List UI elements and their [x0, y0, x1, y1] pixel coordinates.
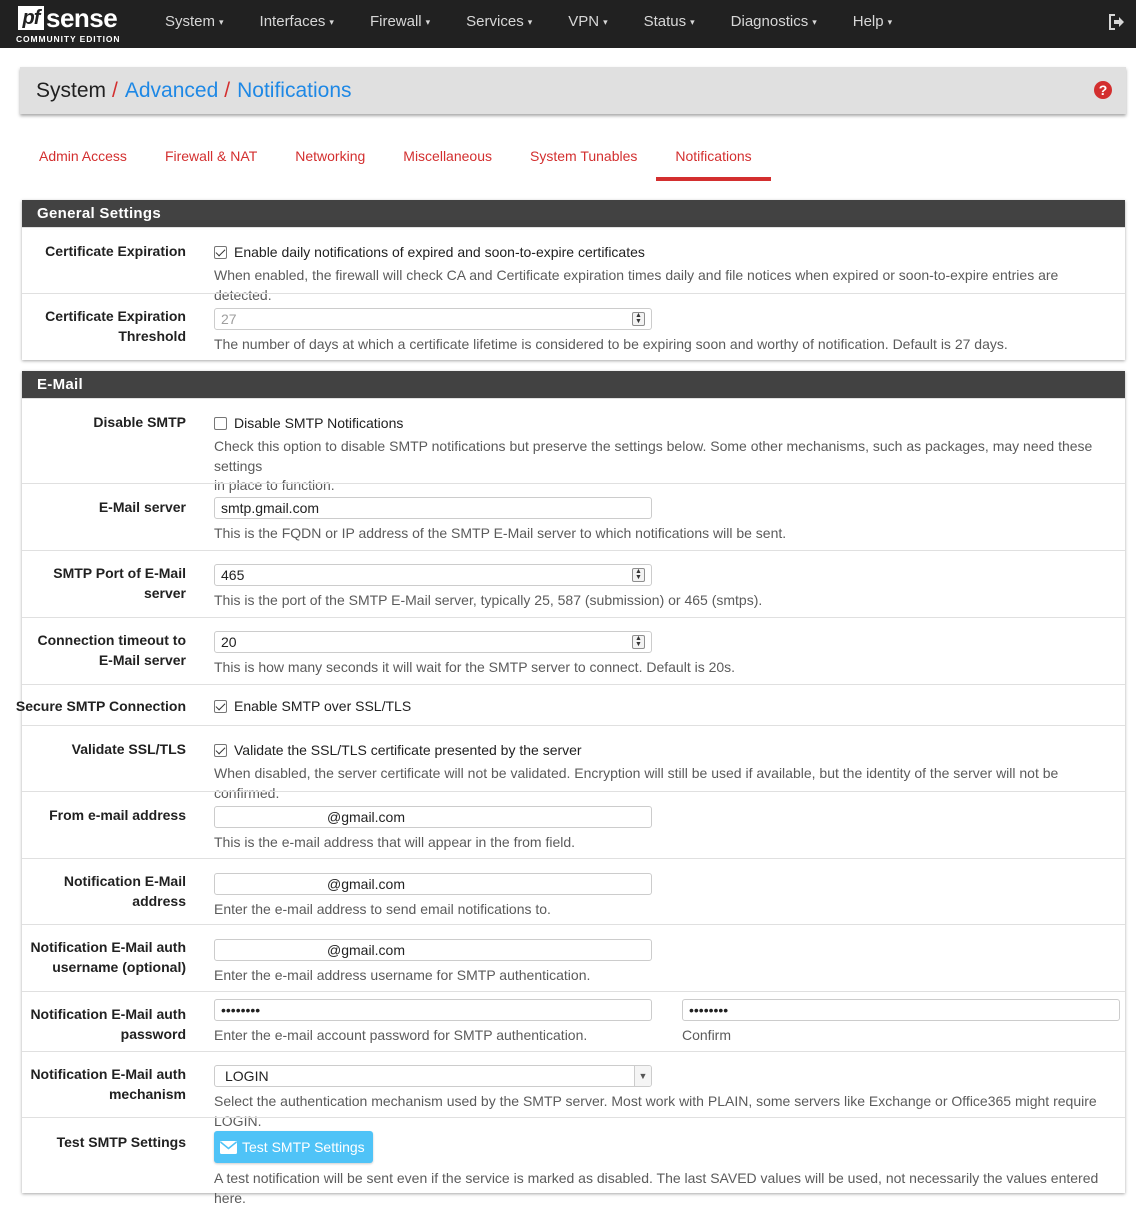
field-label: E-Mail server: [98, 499, 186, 515]
input-value: ••••••••: [689, 1002, 729, 1018]
field-label: Test SMTP Settings: [56, 1134, 186, 1150]
menu-label: Help: [852, 13, 884, 30]
field-label: [30, 1005, 186, 1044]
help-line: in place to function.: [214, 477, 335, 493]
caret-down-icon: ▾: [527, 17, 533, 27]
button-label: Test SMTP Settings: [242, 1139, 365, 1155]
row-certificate-expiration: [22, 227, 1125, 303]
label-line: address: [132, 892, 186, 909]
from-email-input[interactable]: [214, 806, 652, 828]
main-menu: [147, 0, 910, 48]
label-line: server: [143, 584, 186, 601]
help-text: This is how many seconds it will wait for the SMTP server to connect. Default is 20s.: [214, 659, 736, 675]
logout-icon[interactable]: [1108, 13, 1126, 31]
row-auth-password: [22, 991, 1125, 1051]
menu-label: Diagnostics: [730, 13, 809, 30]
menu-status[interactable]: [626, 0, 713, 48]
row-secure-smtp: [15, 684, 1125, 725]
threshold-number-input[interactable]: [214, 308, 652, 330]
row-auth-mechanism: [22, 1051, 1125, 1129]
email-panel: [15, 371, 1125, 1206]
row-cert-threshold: [22, 293, 1125, 359]
field-label: Disable SMTP: [93, 414, 186, 430]
top-navbar: [0, 0, 1136, 48]
field-label: [53, 564, 186, 603]
input-value: @gmail.com: [327, 876, 406, 892]
menu-label: System: [165, 13, 216, 30]
menu-vpn[interactable]: [550, 0, 625, 48]
caret-down-icon: ▾: [812, 17, 817, 27]
label-line: Notification E-Mail auth: [30, 1066, 186, 1082]
menu-system[interactable]: [147, 0, 242, 48]
menu-firewall[interactable]: [352, 0, 448, 48]
menu-help[interactable]: [835, 0, 910, 48]
spinner-icon[interactable]: ▲ ▼: [632, 568, 645, 582]
help-text: This is the port of the SMTP E-Mail server, typically 25, 587 (submission) or 465 (smtps).: [214, 592, 763, 608]
logo-pf-mark: pf: [18, 6, 44, 30]
label-line: Notification E-Mail auth: [30, 939, 186, 955]
help-text: A test notification will be sent even if the service is marked as disabled. The last SAVED values will be used, not necessarily the values entered here.: [214, 1170, 1099, 1206]
tab-networking[interactable]: Networking: [295, 148, 366, 164]
help-text: This is the e-mail address that will appear in the from field.: [214, 834, 576, 850]
auth-mechanism-select[interactable]: [214, 1065, 652, 1087]
help-text: This is the FQDN or IP address of the SMTP E-Mail server to which notifications will be sent.: [214, 525, 787, 541]
label-line: SMTP Port of E-Mail: [53, 565, 186, 581]
menu-label: Firewall: [369, 13, 422, 30]
pfsense-logo[interactable]: [16, 0, 141, 48]
help-text: When disabled, the server certificate will not be validated. Encryption will still be used if available, but the identity of the server will not be confirmed.: [214, 765, 1059, 801]
label-line: Notification E-Mail auth: [30, 1006, 186, 1022]
panel-heading: E-Mail: [22, 371, 1125, 398]
label-line: password: [120, 1025, 186, 1042]
label-line: Notification E-Mail: [63, 873, 186, 889]
row-auth-username: [22, 924, 1125, 991]
breadcrumb-separator: /: [112, 78, 118, 102]
field-label: Validate SSL/TLS: [71, 741, 186, 757]
general-settings-panel: [22, 200, 1125, 360]
help-text: The number of days at which a certificate lifetime is considered to be expiring soon and worthy of notification. Default is 27 days.: [214, 336, 1008, 352]
help-icon[interactable]: ?: [1094, 81, 1112, 99]
label-line: Connection timeout to: [37, 632, 186, 648]
tab-miscellaneous[interactable]: Miscellaneous: [403, 148, 492, 164]
input-value: smtp.gmail.com: [221, 500, 320, 516]
label-line: Certificate Expiration: [45, 308, 186, 324]
input-value: @gmail.com: [327, 809, 406, 825]
tab-firewall-nat[interactable]: Firewall & NAT: [164, 148, 258, 164]
spinner-icon[interactable]: ▲ ▼: [632, 635, 645, 649]
menu-diagnostics[interactable]: [713, 0, 835, 48]
field-label: [30, 1065, 186, 1104]
menu-label: VPN: [568, 13, 600, 30]
row-from-address: [22, 791, 1125, 858]
input-value: @gmail.com: [327, 942, 406, 958]
select-value: LOGIN: [225, 1068, 269, 1084]
disable-smtp-checkbox[interactable]: [214, 417, 227, 430]
field-label: [37, 631, 186, 670]
checkbox-label: Validate the SSL/TLS certificate presented by the server: [234, 742, 582, 758]
row-notification-email: [22, 858, 1125, 924]
label-line: username (optional): [52, 958, 186, 975]
auth-username-input[interactable]: [214, 939, 652, 961]
cert-expiration-checkbox[interactable]: [214, 246, 227, 259]
tab-admin-access[interactable]: Admin Access: [39, 148, 127, 164]
field-label: Certificate Expiration: [45, 243, 186, 259]
input-value: 465: [221, 567, 245, 583]
menu-services[interactable]: [448, 0, 550, 48]
email-server-input[interactable]: [214, 497, 652, 519]
row-email-server: [22, 483, 1125, 550]
menu-label: Status: [643, 13, 687, 30]
help-text: Enter the e-mail account password for SMTP authentication.: [214, 1027, 588, 1043]
caret-down-icon: ▾: [329, 17, 334, 27]
advanced-tabs: [20, 133, 771, 181]
row-validate-ssl: [22, 725, 1125, 801]
breadcrumb-separator: /: [224, 78, 231, 102]
caret-down-icon: ▾: [887, 17, 893, 27]
caret-down-icon: ▾: [219, 17, 224, 27]
auth-password-input[interactable]: [214, 999, 652, 1021]
breadcrumb-system: System: [36, 78, 107, 102]
row-smtp-port: [22, 550, 1125, 617]
checkbox-label: Enable SMTP over SSL/TLS: [234, 698, 412, 714]
validate-ssl-checkbox[interactable]: [214, 744, 227, 757]
test-smtp-button[interactable]: [214, 1131, 373, 1163]
help-text: Confirm: [682, 1027, 732, 1043]
label-line: E-Mail server: [98, 651, 186, 668]
logo-wordmark: sense: [46, 3, 118, 33]
help-text: When enabled, the firewall will check CA and Certificate expiration times daily and file notices when expired or soon-to-expire entries are detected.: [214, 267, 1059, 303]
secure-smtp-checkbox[interactable]: [214, 700, 227, 713]
envelope-icon: [220, 1141, 237, 1154]
row-test-smtp: [22, 1117, 1125, 1206]
help-text: Enter the e-mail address username for SMTP authentication.: [214, 967, 591, 983]
chevron-down-icon[interactable]: ▼: [634, 1066, 651, 1086]
field-label: [64, 872, 186, 911]
row-disable-smtp: [22, 398, 1125, 493]
caret-down-icon: ▾: [690, 17, 695, 27]
logo-edition: COMMUNITY EDITION: [16, 34, 121, 44]
smtp-port-input[interactable]: [214, 564, 652, 586]
row-connection-timeout: [22, 617, 1125, 684]
help-text: Enter the e-mail address to send email notifications to.: [214, 901, 551, 917]
field-label: From e-mail address: [49, 807, 186, 823]
menu-interfaces[interactable]: [242, 0, 352, 48]
panel-heading: General Settings: [22, 200, 1125, 227]
input-value: ••••••••: [221, 1002, 261, 1018]
confirm-password-input[interactable]: [682, 999, 1120, 1021]
caret-down-icon: ▾: [603, 17, 608, 27]
tab-system-tunables[interactable]: System Tunables: [530, 148, 638, 164]
help-text: Select the authentication mechanism used by the SMTP server. Most work with PLAIN, some servers like Exchange or Office365 might require LOGIN.: [214, 1093, 1097, 1129]
menu-label: Services: [466, 13, 524, 30]
field-label: [45, 307, 186, 346]
label-line: Threshold: [118, 327, 186, 344]
field-label: [30, 938, 186, 977]
tab-notifications[interactable]: Notifications: [656, 133, 770, 181]
breadcrumb-notifications-link[interactable]: Notifications: [237, 78, 352, 102]
timeout-input[interactable]: [214, 631, 652, 653]
breadcrumb: [20, 67, 1126, 114]
checkbox-label: Enable daily notifications of expired and soon-to-expire certificates: [234, 244, 645, 260]
input-value: 27: [221, 311, 237, 327]
menu-label: Interfaces: [259, 13, 326, 30]
notification-email-input[interactable]: [214, 873, 652, 895]
spinner-icon[interactable]: ▲ ▼: [632, 312, 645, 326]
label-line: mechanism: [108, 1085, 186, 1102]
help-line: Check this option to disable SMTP notifications but preserve the settings below. Some other mechanisms, such as packages, may need these settings: [214, 438, 1093, 474]
field-label: Secure SMTP Connection: [15, 698, 186, 714]
checkbox-label: Disable SMTP Notifications: [234, 415, 404, 431]
input-value: 20: [221, 634, 237, 650]
breadcrumb-advanced-link[interactable]: Advanced: [124, 78, 219, 102]
caret-down-icon: ▾: [425, 17, 431, 27]
